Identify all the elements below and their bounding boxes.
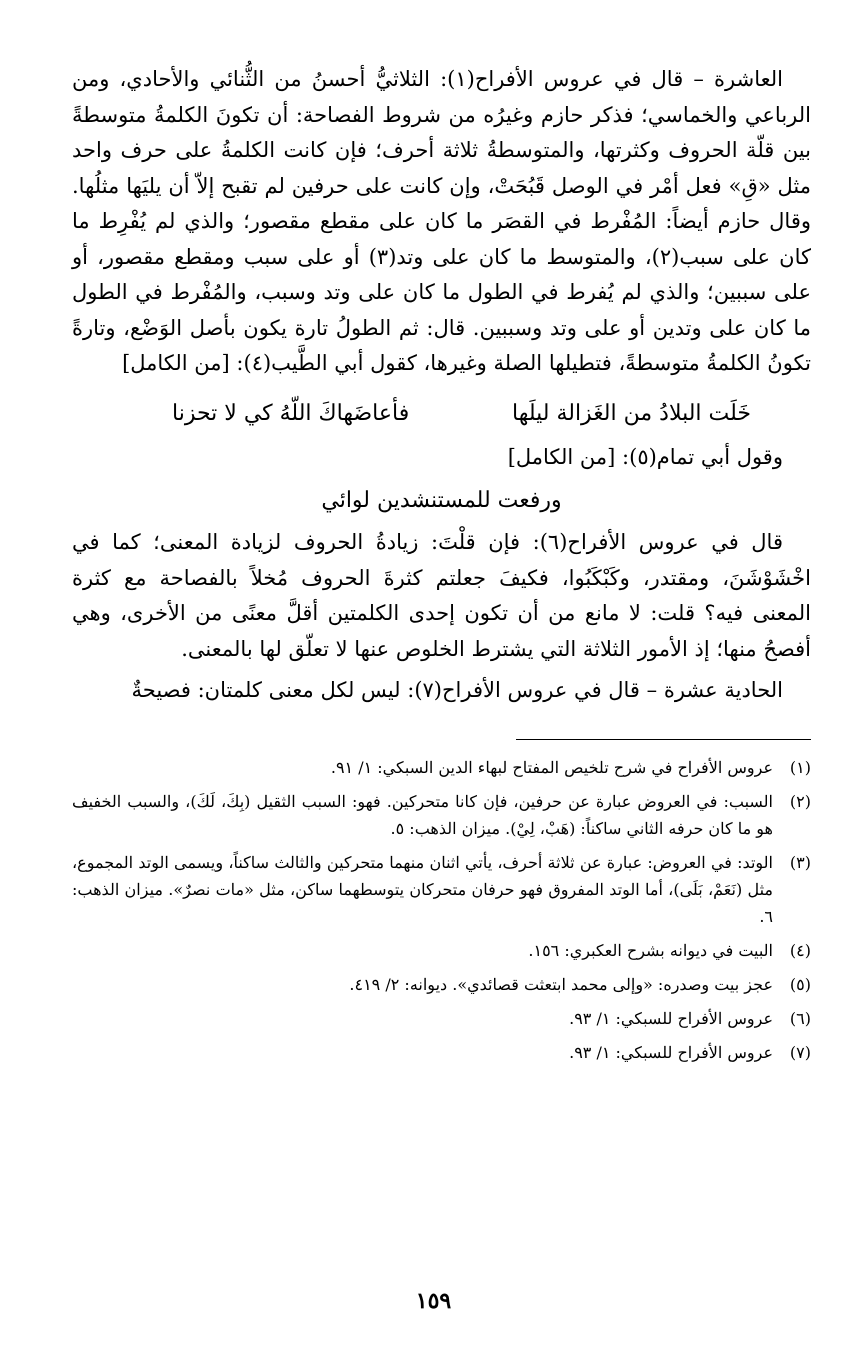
verse-second-hemistich: فأعاضَهاكَ اللّهُ كي لا تحزنا [172,400,410,426]
footnote-item [72,937,811,964]
footnote-number: (٢) [789,791,811,811]
footnote-number: (٤) [789,940,811,960]
paragraph-eleventh: الحادية عشرة – قال في عروس الأفراح(٧): ليس لكل معنى كلمتان: فصيحةٌ [131,678,783,702]
footnote-item [72,1005,811,1032]
footnote-number: (٧) [789,1042,811,1062]
footnote-item [72,788,811,842]
footnote-number: (٦) [789,1008,811,1028]
paragraph-question: قال في عروس الأفراح(٦): فإن قلْتَ: زيادةُ الحروف لزيادة المعنى؛ كما في اخْشَوْشَنَ، ومقتدر، وكَبْكَبُوا، فكيفَ جعلتم كثرةَ الحروف مُخلاً بالفصاحة مع كثرة المعنى فيه؟ قلت: لا مانع من أن تكون إحدى الكلمتين أقلَّ معنًى من الأخرى، وهي أفصحُ منها؛ إذ الأمور الثلاثة التي يشترط الخلوص عنها لا تعلّق لها بالمعنى. [72,530,811,661]
verse-line [72,388,811,440]
verse-first-hemistich: خَلَت البلادُ من الغَزالة ليلَها [511,400,751,426]
footnote-item [72,971,811,998]
verse-abu-tammam: ورفعت للمستنشدين لوائي [321,488,562,513]
page-number: ١٥٩ [415,1288,452,1314]
footnote-text: الوتد: في العروض: عبارة عن ثلاثة أحرف، يأتي اثنان منهما متحركين والثالث ساكناً، ويسمى الوتد المجموع، مثل (نَعَمْ، بَلَى)، أما الوتد المفروق فهو حرفان متحركان يتوسطهما ساكن، مثل «مات نصرٌ». ميزان الذهب: ٦. [72,852,773,926]
footnote-text: عروس الأفراح في شرح تلخيص المفتاح لبهاء الدين السبكي: ١/ ٩١. [330,757,773,777]
footnote-item [72,1039,811,1066]
footnote-divider [516,739,811,740]
paragraph-tenth: العاشرة – قال في عروس الأفراح(١): الثلاثيُّ أحسنُ من الثُّنائي والأحادي، ومن الرباعي والخماسي؛ فذكر حازم وغيرُه من شروط الفصاحة: أن تكونَ الكلمةُ متوسطةً بين قلّة الحروف وكثرتها، والمتوسطةُ ثلاثة أحرف؛ فإن كانت الكلمةُ على حرف واحد مثل «قِ» فعل أمْر في الوصل قَبُحَتْ، وإن كانت على حرفين لم تقبح إلاّ أن يليَها مثلُها. وقال حازم أيضاً: المُفْرط في القصَر ما كان على مقطع مقصور؛ والذي لم يُفْرِط ما كان على سبب(٢)، والمتوسط ما كان على وتد(٣) أو على سبب ومقطع مقصور، أو على سببين؛ والذي لم يُفرط في الطول ما كان على وتد وسبب، والمُفْرط في الطول ما كان على وتدين أو على وتد وسببين. قال: ثم الطولُ تارة يكون بأصل الوَضْع، وتارةً تكونُ الكلمةُ متوسطةً، فتطيلها الصلة وغيرها، كقول أبي الطَّيب(٤): [من الكامل] [72,67,811,375]
footnote-number: (٥) [789,974,811,994]
footnote-text: عروس الأفراح للسبكي: ١/ ٩٣. [569,1008,773,1028]
footnote-text: السبب: في العروض عبارة عن حرفين، فإن كانا متحركين. فهو: السبب الثقيل (بِكَ، لَكَ)، والسبب الخفيف هو ما كان حرفه الثاني ساكناً: (هَبْ، لِيْ). ميزان الذهب: ٥. [72,791,773,838]
footnotes [72,754,811,1066]
footnote-text: البيت في ديوانه بشرح العكبري: ١٥٦. [528,940,773,960]
footnote-item [72,849,811,930]
verse-intro-abu-tammam: وقول أبي تمام(٥): [من الكامل] [507,444,783,469]
footnote-number: (٣) [789,852,811,872]
footnote-text: عجز بيت وصدره: «وإلى محمد ابتعثت قصائدي». ديوانه: ٢/ ٤١٩. [349,974,773,994]
footnote-item [72,754,811,781]
main-text [72,62,811,709]
footnote-number: (١) [789,757,811,777]
footnote-text: عروس الأفراح للسبكي: ١/ ٩٣. [569,1042,773,1062]
